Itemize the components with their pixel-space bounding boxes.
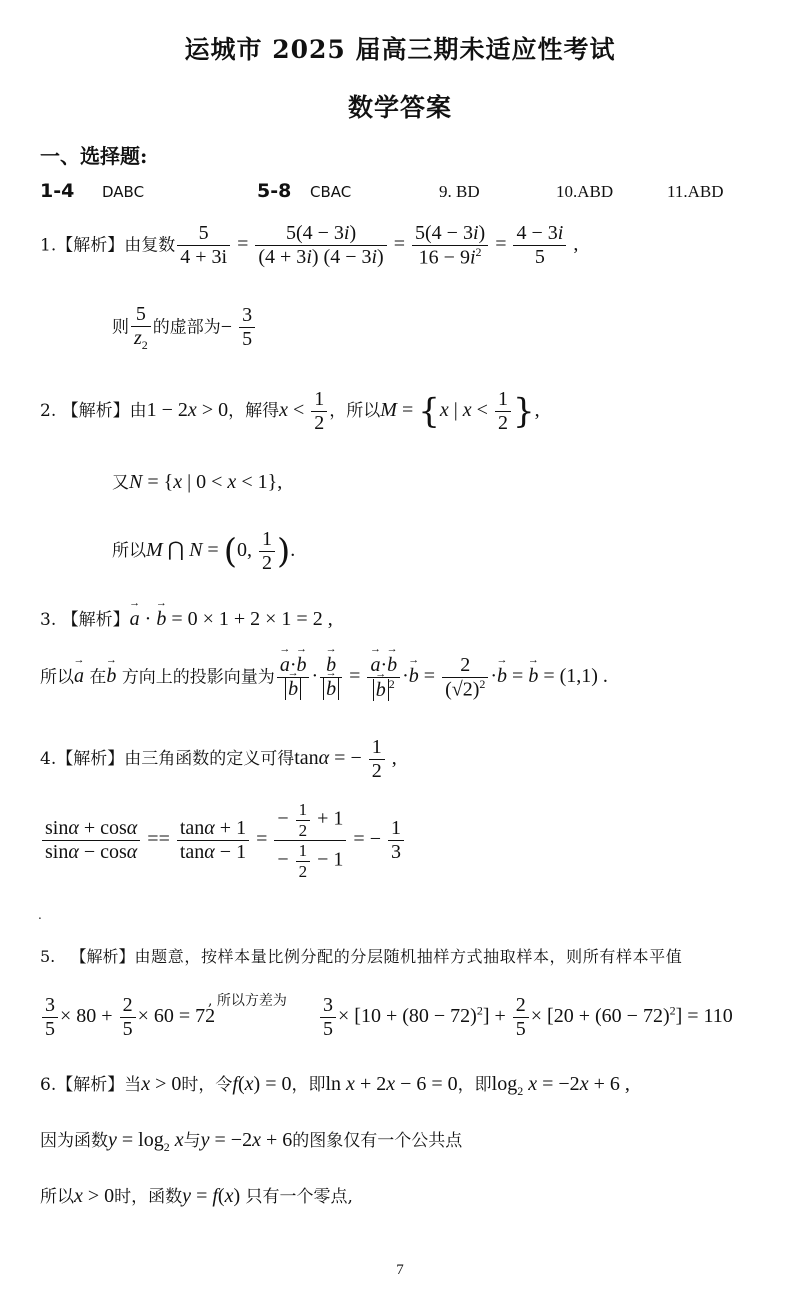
question-number: 5.: [40, 947, 56, 966]
answer-value: ABD: [687, 182, 724, 201]
answer-item-9: [439, 182, 480, 202]
math-expression: − $\frac{3}{5}$: [221, 316, 257, 338]
solution-text: 所以: [40, 1187, 74, 1207]
math-expression: y = f(x): [182, 1185, 241, 1207]
math-expression: M ⋂ N = (0, $\frac{1}{2}$ ).: [146, 528, 296, 574]
solution-tag: 【解析】: [61, 401, 130, 422]
math-expression: $\frac{5}{z_2}$: [129, 316, 153, 338]
answer-label: 10.: [556, 182, 578, 201]
question-number: 6.: [40, 1075, 57, 1095]
math-expression: f(x) = 0: [232, 1073, 292, 1095]
solution-6-line2: [40, 1126, 462, 1155]
solution-text: 时，令: [181, 1075, 233, 1095]
solution-5-variance: $\frac{3}{5}$ × $[10 + (80 - 72)^2]$ + $\frac{2}{5}$ × $[20 + (60 - 72)^2] = 110$: [318, 994, 733, 1041]
answer-item-10: [556, 182, 613, 202]
solution-text: ，即: [291, 1075, 326, 1095]
math-expression: $y = \log_2 x$: [108, 1129, 184, 1154]
solution-text: 当: [124, 1075, 142, 1095]
solution-text: 在: [89, 667, 107, 688]
solution-text: 所以方差为: [216, 993, 287, 1009]
math-expression: → a·→ b → b · → b → b = → a·→ b → b $^2$ ·→ b = $\frac{2}{(√2)^2}$ ·→ b = → b = (1,1) .: [275, 665, 608, 687]
page-number: 7: [396, 1262, 404, 1278]
answer-label: 11.: [667, 182, 688, 201]
answer-label: 1-4: [40, 180, 75, 202]
solution-4-line2: $\frac{\sin\alpha + \cos\alpha}{\sin\alpha - \cos\alpha}$ == $\frac{\tan\alpha + 1}{\tan\alpha - 1}$ = − $\frac{1}{2}$ + 1 − $\frac{1}{2}$ − 1 = − $\frac{1}{3}$: [40, 800, 406, 881]
solution-tag: 【解析】: [56, 235, 125, 256]
solution-text: 则: [112, 317, 129, 338]
solution-text: 只有一个零点,: [245, 1187, 353, 1207]
answer-value: CBAC: [310, 183, 352, 201]
math-expression: N = {x | 0 < x < 1},: [129, 471, 283, 493]
math-expression: tanα = − $\frac{1}{2}$ ,: [294, 736, 397, 782]
stray-dot: .: [38, 908, 42, 922]
solution-text: 方向上的投影向量为: [121, 667, 275, 688]
answer-label: 5-8: [257, 180, 292, 202]
math-expression: x < $\frac{1}{2}$: [279, 399, 329, 421]
solution-text: 因为函数: [40, 1131, 108, 1151]
solution-text: 时，函数: [114, 1187, 183, 1207]
solution-2-line2: [112, 468, 282, 494]
section-heading: 一、选择题:: [40, 144, 148, 168]
solution-5-variance-label: , 所以方差为: [208, 993, 287, 1009]
question-number: 2.: [40, 401, 57, 422]
solution-text: 由三角函数的定义可得: [124, 749, 295, 770]
solution-6: [40, 1070, 630, 1099]
solution-5-line2: $\frac{3}{5}$ × 80 + $\frac{2}{5}$ × 60 = 72: [40, 994, 215, 1041]
solution-text: 由题意，按样本量比例分配的分层随机抽样方式抽取样本，则所有样本平值: [134, 947, 683, 966]
solution-text: 的虚部为: [152, 317, 221, 338]
solution-3: [40, 605, 333, 631]
solution-text: 又: [112, 473, 129, 493]
math-expression: y = −2x + 6: [200, 1129, 293, 1151]
solution-text: 由复数: [124, 235, 176, 256]
answer-item-11: [667, 182, 724, 202]
solution-tag: 【解析】: [61, 610, 130, 630]
solution-5: [40, 944, 682, 967]
solution-6-line3: [40, 1182, 353, 1208]
solution-text: 所以: [112, 541, 146, 562]
solution-tag: 【解析】: [70, 947, 135, 966]
page-subtitle: 数学答案: [347, 93, 452, 122]
answer-value: DABC: [102, 183, 145, 201]
solution-tag: 【解析】: [56, 1075, 125, 1095]
solution-text: 所以: [40, 667, 74, 688]
solution-4: [40, 736, 397, 783]
solution-text: 与: [183, 1131, 201, 1151]
solution-tag: 【解析】: [56, 749, 125, 770]
solution-text: 的图象仅有一个公共点: [292, 1131, 463, 1151]
solution-1: [40, 222, 578, 270]
answer-value: BD: [456, 182, 480, 201]
vector-a: → a: [74, 665, 84, 688]
math-expression: $\frac{5}{4 + 3i}$ = $\frac{5(4 - 3i)}{(4 + 3i) (4 - 3i)}$ = $\frac{5(4 - 3i)}{16 - 9i^2}$ = $\frac{4 - 3i}{5}$ ,: [175, 233, 578, 255]
solution-3-line2: [40, 654, 608, 702]
answer-value: ABD: [577, 182, 614, 201]
math-expression: 1 − 2x > 0: [146, 399, 229, 422]
question-number: 4.: [40, 749, 57, 770]
solution-2-line3: [112, 528, 295, 575]
page-title: 运城市 2025 届高三期未适应性考试: [184, 35, 616, 64]
solution-text: ，解得: [228, 401, 280, 422]
solution-text: 由: [129, 401, 147, 422]
math-expression: x > 0: [141, 1073, 182, 1095]
question-number: 1.: [40, 235, 57, 256]
answer-label: 9.: [439, 182, 452, 201]
math-expression: M = {x | x < $\frac{1}{2}$ },: [380, 388, 540, 434]
solution-1-conclusion: [112, 303, 257, 353]
solution-text: ，即: [457, 1075, 492, 1095]
math-expression: → a · → b = 0 × 1 + 2 × 1 = 2 ,: [130, 608, 333, 630]
question-number: 3.: [40, 610, 57, 630]
vector-b: → b: [106, 665, 116, 688]
math-expression: x > 0: [74, 1185, 115, 1207]
math-expression: $\log_2 x = -2x + 6$ ,: [491, 1073, 630, 1098]
solution-2: [40, 388, 540, 435]
math-expression: ln x + 2x − 6 = 0: [325, 1073, 458, 1095]
solution-text: ，所以: [329, 401, 381, 422]
